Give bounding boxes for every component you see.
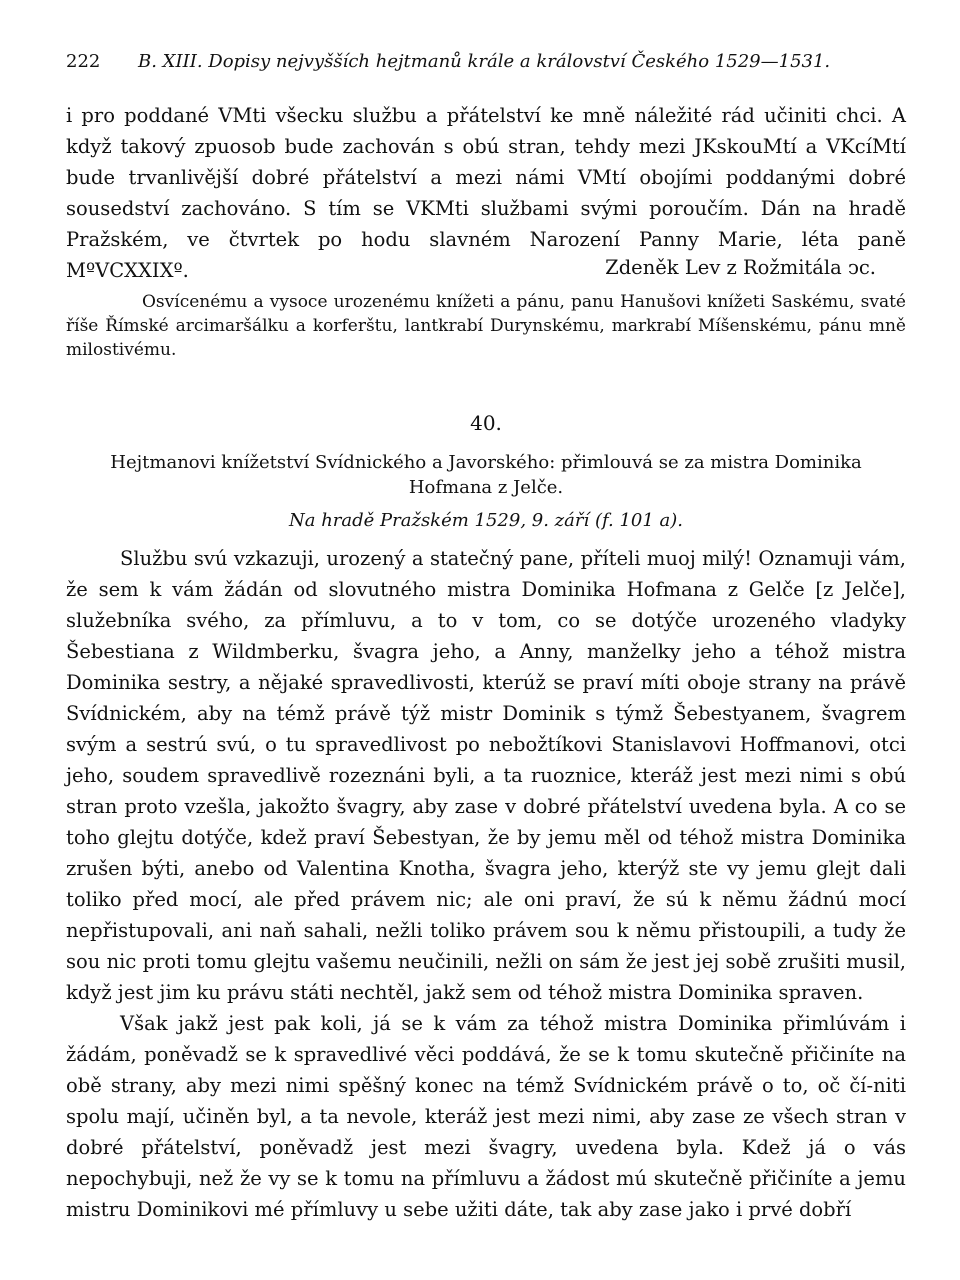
- previous-letter-ending: i pro poddané VMti všecku službu a přátelství ke mně náležité rád učiniti chci. A když takový zpuosob bude zachován s obú stran, tehdy mezi JKskouMtí a VKcíMtí bude trvanlivější dobré přátelství a mezi námi VMtí obojími poddanými dobré sousedství zachováno. S tím se VKMti službami svými poroučím. Dán na hradě Pražském, ve čtvrtek po hodu slavném Narození Panny Marie, léta paně MºVCXXIXº.: [66, 104, 906, 282]
- page-header: [66, 50, 906, 74]
- letter-paragraph: Službu svú vzkazuji, urozený a statečný pane, příteli muoj milý! Oznamuji vám, že sem k vám žádán od slovutného mistra Dominika Hofmana z Gelče [z Jelče], služebníka svého, za přímluvu, a to v tom, co se dotýče urozeného vladyky Šebestiana z Wildmberku, švagra jeho, a Anny, manželky jeho a téhož mistra Dominika sestry, a nějaké spravedlivosti, kterúž se praví míti oboje strany na právě Svídnickém, aby na témž právě týž mistr Dominik s týmž Šebestyanem, švagrem svým a sestrú svú, o tu spravedlivost po nebožtíkovi Stanislavovi Hoffmanovi, otci jeho, soudem spravedlivě rozeznáni byli, a ta ruoznice, kteráž jest mezi nimi s obú stran proto vzešla, jakožto švagry, aby zase v dobré přátelství uvedena byla. A co se toho glejtu dotýče, kdež praví Šebestyan, že by jemu měl od téhož mistra Dominika zrušen býti, anebo od Valentina Knotha, švagra jeho, kterýž ste vy jemu glejt dali toliko před mocí, ale před právem nic; ale oni praví, že sú k němu žádnú mocí nepřistupovali, ani naň sahali, nežli toliko právem sou k němu přistoupili, a tudy že sou nic proti tomu glejtu vašemu neučinili, nežli on sám že jest jej sobě zrušiti musil, když jest jim ku právu státi nechtěl, jakž sem od téhož mistra Dominika spraven.: [66, 547, 906, 1004]
- book-page: [66, 0, 906, 1280]
- running-title: B. XIII. Dopisy nejvyšších hejtmanů krále a království Českého 1529—1531.: [138, 51, 831, 72]
- document-dateline: Na hradě Pražském 1529, 9. září (f. 101 a).: [288, 510, 684, 531]
- letter-paragraph: Však jakž jest pak koli, já se k vám za téhož mistra Dominika přimlúvám i žádám, poněvadž se k spravedlivé věci poddává, že se k tomu skutečně přičiníte na obě strany, aby mezi nimi spěšný konec na témž Svídnickém právě o to, oč čí-niti spolu mají, učiněn byl, a ta nevole, kteráž jest mezi nimi, aby zase ze všech stran v dobré přátelství, poněvadž jest mezi švagry, uvedena byla. Kdež já o vás nepochybuji, než že vy se k tomu na přímluvu a žádost mú skutečně přičiníte a jemu mistru Dominikovi mé přímluvy u sebe užiti dáte, tak aby zase jako i prvé dobří: [66, 1012, 906, 1221]
- document-summary: Hejtmanovi knížetství Svídnického a Javorského: přimlouvá se za mistra Dominika Hofmana z Jelče.: [110, 452, 862, 498]
- page-number: 222: [66, 51, 101, 72]
- letter-address: Osvícenému a vysoce urozenému knížeti a pánu, panu Hanušovi knížeti Saskému, svaté říše Římské arcimaršálku a korferštu, lantkrabí Durynskému, markrabí Míšenskému, pánu mně milostivému.: [66, 292, 906, 360]
- signature: Zdeněk Lev z Rožmitála ͻc.: [605, 256, 876, 279]
- document-number: 40.: [470, 411, 502, 435]
